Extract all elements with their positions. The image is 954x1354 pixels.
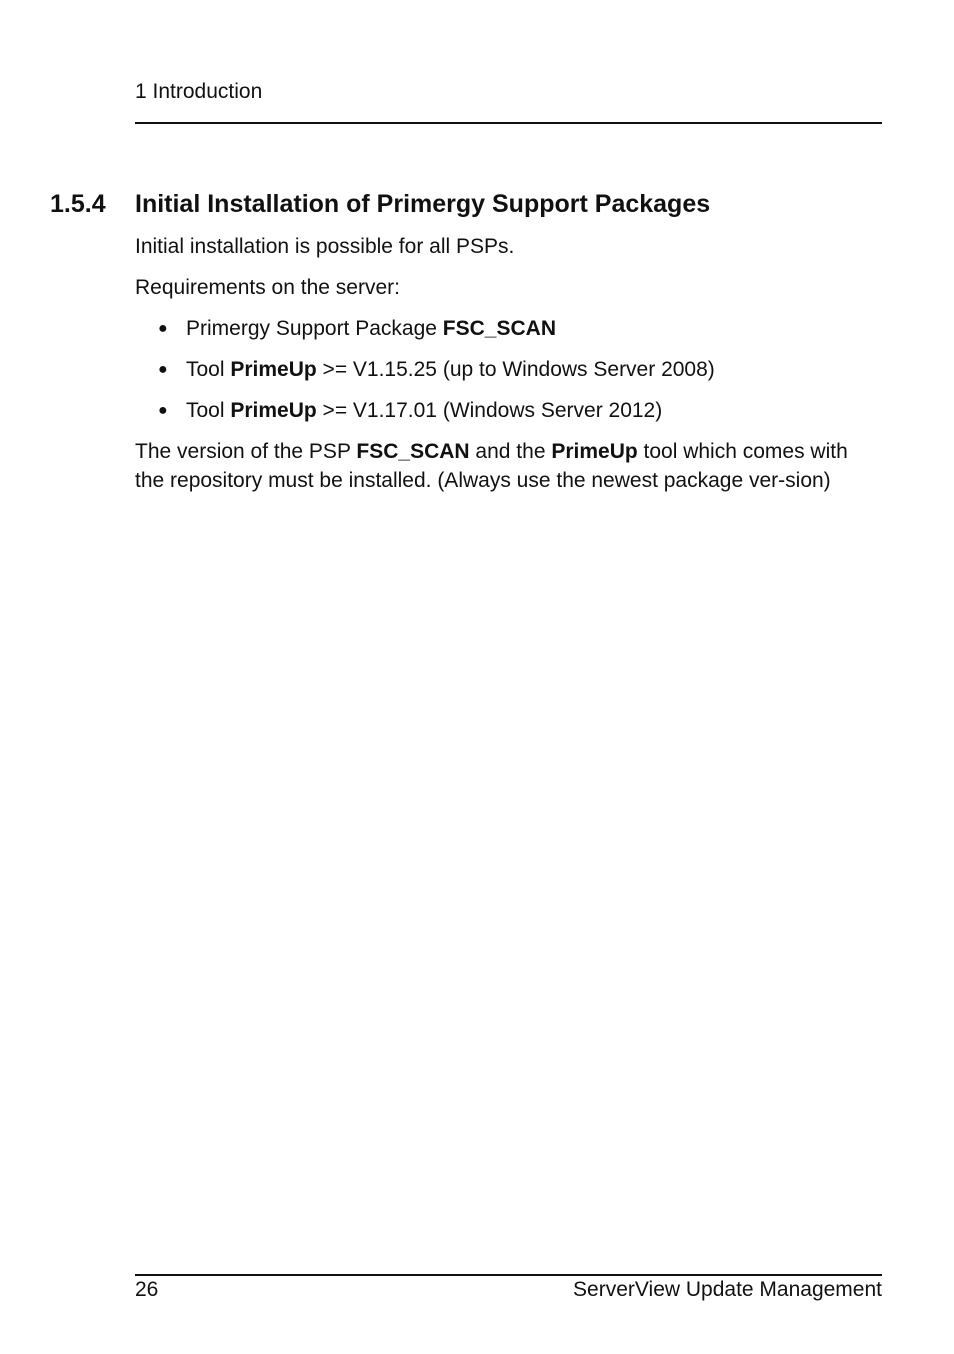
requirement-text: Primergy Support Package (186, 317, 443, 340)
bullet-icon: ● (158, 402, 168, 419)
footer-title: ServerView Update Management (573, 1278, 882, 1301)
running-header: 1 Introduction (135, 80, 263, 103)
requirements-label: Requirements on the server: (135, 276, 400, 299)
section (50, 188, 882, 495)
version-note-text: The version of the PSP (135, 440, 357, 463)
page-number: 26 (135, 1278, 159, 1301)
requirement-bold: PrimeUp (230, 358, 317, 381)
version-note-bold: PrimeUp (551, 440, 638, 463)
section-title: Initial Installation of Primergy Support Packages (135, 190, 711, 218)
requirement-bold: FSC_SCAN (442, 317, 556, 340)
requirement-bold: PrimeUp (230, 399, 317, 422)
version-note-paragraph (135, 437, 882, 495)
requirement-suffix: >= V1.17.01 (Windows Server 2012) (316, 399, 663, 422)
section-heading (50, 188, 882, 220)
section-body (135, 232, 882, 495)
requirement-suffix: >= V1.15.25 (up to Windows Server 2008) (316, 358, 715, 381)
section-number: 1.5.4 (50, 190, 106, 218)
list-item (135, 314, 882, 343)
intro-paragraph: Initial installation is possible for all PSPs. (135, 235, 515, 258)
footer-rule (135, 1274, 882, 1276)
list-item (135, 355, 882, 384)
version-note-text: and the (469, 440, 552, 463)
requirements-list (135, 314, 882, 425)
bullet-icon: ● (158, 361, 168, 378)
bullet-icon: ● (158, 320, 168, 337)
version-note-text: tool which comes with the repository must be installed. (Always use the newest package ver-sion) (135, 440, 848, 492)
version-note-bold: FSC_SCAN (356, 440, 470, 463)
list-item (135, 396, 882, 425)
header-rule (135, 122, 882, 124)
requirement-text: Tool (186, 358, 231, 381)
requirement-text: Tool (186, 399, 231, 422)
